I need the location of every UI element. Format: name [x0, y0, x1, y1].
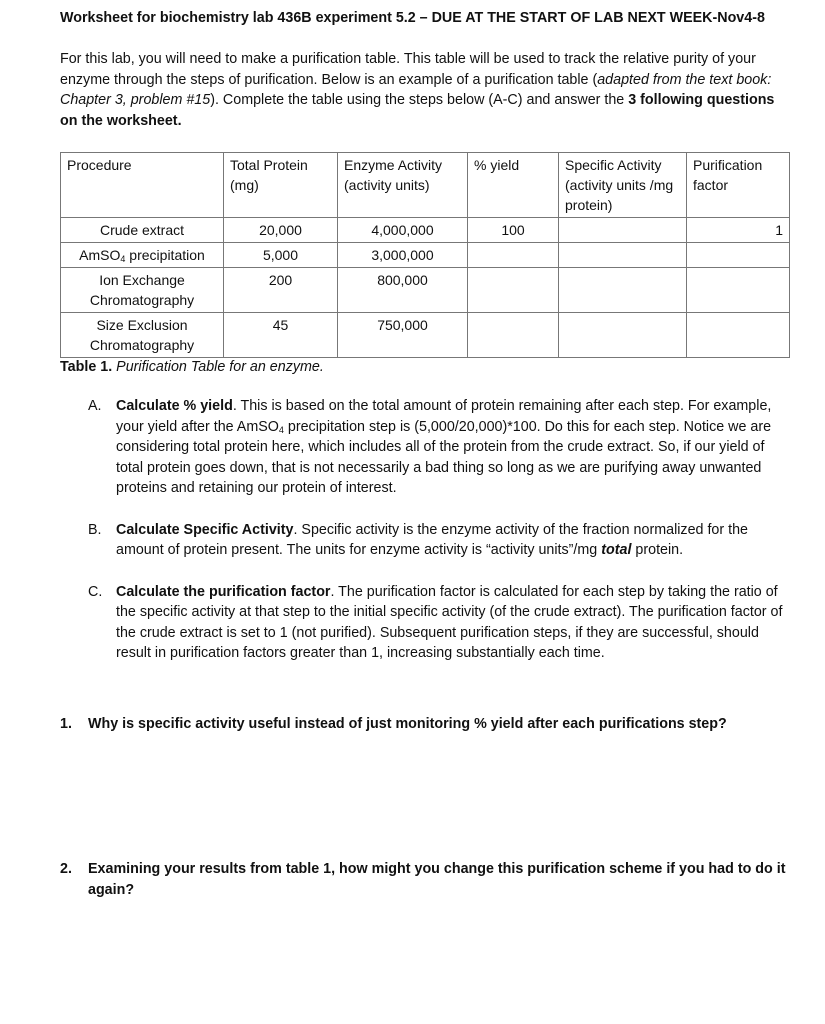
step-text: . The purification factor is calculated for each step by taking the ratio of the specific activity at that step to the initial specific activity (of the crude extract). The purification factor of the crude extract is set to 1 (not purified). Subsequent purification steps, if they are successful, should result in purification factors greater than 1, increasing substantially each time.	[116, 583, 783, 661]
step-b	[88, 520, 793, 561]
cell-total-protein: 45	[224, 313, 338, 358]
cell-procedure: Crude extract	[61, 218, 224, 243]
cell-total-protein: 5,000	[224, 243, 338, 268]
step-text: precipitation step is (5,000/20,000)*100. Do this for each step. Notice we are considering total protein here, which includes all of the protein from the crude extract. So, if our yield of total protein goes down, that is not necessarily a bad thing so long as we are purifying away unwanted proteins and retaining our protein of interest.	[116, 418, 772, 496]
table-row	[61, 243, 790, 268]
step-heading: Calculate Specific Activity	[116, 521, 294, 538]
procedure-text: precipitation	[125, 247, 205, 263]
table-caption	[60, 357, 324, 378]
intro-text-2: ). Complete the table using the steps below (A-C) and answer the	[210, 92, 629, 108]
table-row	[61, 313, 790, 358]
cell-enzyme-activity: 800,000	[338, 268, 468, 313]
intro-paragraph	[60, 49, 795, 131]
intro-instruction: 3 following questions on the worksheet.	[60, 92, 775, 129]
step-text: . Specific activity is the enzyme activity of the fraction normalized for the amount of protein present. The units for enzyme activity is “activity units”/mg	[116, 521, 748, 558]
step-emphasis: total	[601, 542, 632, 558]
step-c	[88, 582, 793, 664]
cell-enzyme-activity: 3,000,000	[338, 243, 468, 268]
cell-yield	[468, 243, 559, 268]
step-subscript: 4	[278, 424, 284, 435]
cell-purification-factor	[687, 268, 790, 313]
procedure-text: AmSO	[79, 247, 121, 263]
purification-table	[60, 152, 790, 358]
header-total-protein: Total Protein (mg)	[224, 153, 338, 218]
cell-specific-activity	[559, 268, 687, 313]
cell-specific-activity	[559, 218, 687, 243]
table-header-row	[61, 153, 790, 218]
cell-procedure	[61, 243, 224, 268]
intro-text: For this lab, you will need to make a purification table. This table will be used to track the relative purity of your enzyme through the steps of purification. Below is an example of a purification table (	[60, 51, 756, 88]
step-text: . This is based on the total amount of protein remaining after each step. For example, your yield after the AmSO	[116, 398, 772, 435]
intro-source: adapted from the text book: Chapter 3, problem #15	[60, 71, 772, 108]
cell-enzyme-activity: 750,000	[338, 313, 468, 358]
cell-purification-factor	[687, 243, 790, 268]
cell-total-protein: 200	[224, 268, 338, 313]
question-marker: 2.	[60, 861, 72, 877]
question-text: Examining your results from table 1, how might you change this purification scheme if you had to do it again?	[88, 861, 786, 898]
step-heading: Calculate the purification factor	[116, 583, 331, 600]
cell-procedure: Size Exclusion Chromatography	[61, 313, 224, 358]
procedure-subscript: 4	[120, 254, 126, 264]
step-heading: Calculate % yield	[116, 398, 233, 414]
step-a	[88, 396, 793, 499]
caption-text: Purification Table for an enzyme.	[112, 359, 324, 375]
question-text: Why is specific activity useful instead of just monitoring % yield after each purifications step?	[88, 716, 727, 732]
header-purification-factor: Purification factor	[687, 153, 790, 218]
question-marker: 1.	[60, 716, 72, 732]
step-marker: C.	[88, 583, 103, 600]
question-2	[60, 859, 795, 900]
cell-yield	[468, 268, 559, 313]
cell-yield	[468, 313, 559, 358]
table-row	[61, 268, 790, 313]
cell-specific-activity	[559, 243, 687, 268]
header-enzyme-activity: Enzyme Activity (activity units)	[338, 153, 468, 218]
step-text: protein.	[631, 542, 684, 558]
step-marker: A.	[88, 398, 102, 414]
cell-purification-factor: 1	[687, 218, 790, 243]
cell-yield: 100	[468, 218, 559, 243]
cell-purification-factor	[687, 313, 790, 358]
step-marker: B.	[88, 521, 102, 538]
cell-enzyme-activity: 4,000,000	[338, 218, 468, 243]
cell-total-protein: 20,000	[224, 218, 338, 243]
header-procedure: Procedure	[61, 153, 224, 218]
table-row	[61, 218, 790, 243]
header-yield: % yield	[468, 153, 559, 218]
caption-label: Table 1.	[60, 359, 113, 375]
instruction-steps	[88, 396, 793, 685]
cell-specific-activity	[559, 313, 687, 358]
header-specific-activity: Specific Activity (activity units /mg protein)	[559, 153, 687, 218]
cell-procedure: Ion Exchange Chromatography	[61, 268, 224, 313]
question-1	[60, 714, 795, 735]
worksheet-title: Worksheet for biochemistry lab 436B experiment 5.2 – DUE AT THE START OF LAB NEXT WEEK-Nov4-8	[60, 10, 765, 26]
